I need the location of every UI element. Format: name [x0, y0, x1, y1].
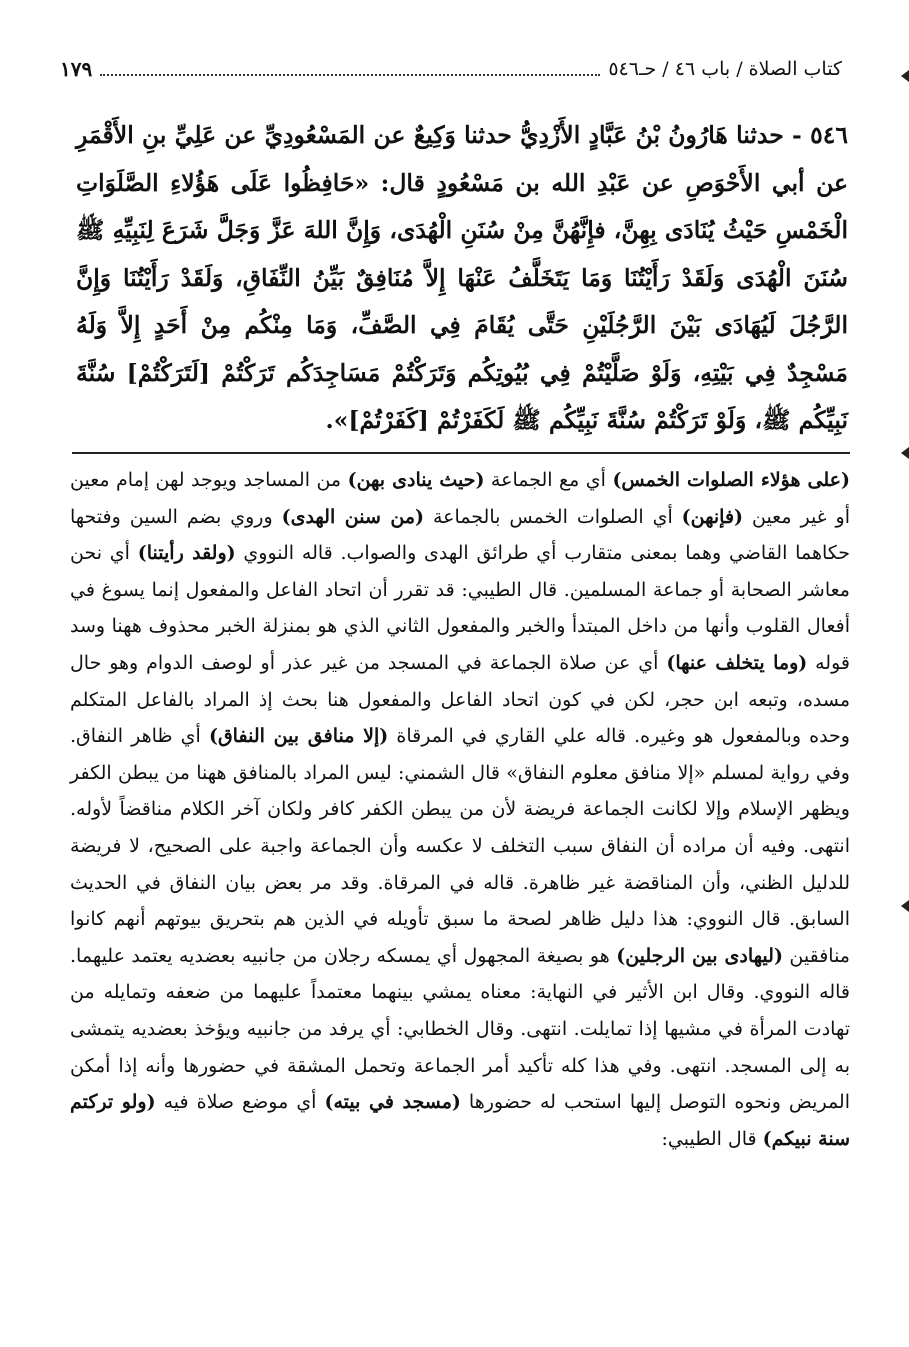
commentary-quote: (ولو تركتم سنة نبيكم)	[70, 1091, 850, 1150]
commentary-segment: قال الطيبي:	[661, 1127, 763, 1150]
hadith-body: - حدثنا هَارُونُ بْنُ عَبَّادٍ الأَزْدِيُّ حدثنا وَكِيعٌ عن المَسْعُودِيِّ عن عَلِيِّ بنِ الأَقْمَرِ عن أبي الأَحْوَصِ عن عَبْدِ الله بن مَسْعُودٍ قال: «حَافِظُوا عَلَى هَؤُلاءِ الصَّلَوَاتِ الْخَمْسِ حَيْثُ يُنَادَى بِهِنَّ، فإِنَّهُنَّ مِنْ سُنَنِ الْهُدَى، وَإِنَّ اللهَ عَزَّ وَجَلَّ شَرَعَ لِنَبِيِّهِ ﷺ سُنَنَ الْهُدَى وَلَقَدْ رَأَيْتُنَا وَمَا يَتَخَلَّفُ عَنْهَا إِلاَّ مُنَافِقٌ بَيِّنُ النِّفَاقِ، وَلَقَدْ رَأَيْتُنَا وَإِنَّ الرَّجُلَ لَيُهَادَى بَيْنَ الرَّجُلَيْنِ حَتَّى يُقَامَ فِي الصَّفِّ، وَمَا مِنْكُم مِنْ أَحَدٍ إِلاَّ وَلَهُ مَسْجِدٌ فِي بَيْتِهِ، وَلَوْ صَلَّيْتُمْ فِي بُيُوتِكُم وَتَرَكْتُمْ مَسَاجِدَكُم تَرَكْتُمْ [لَتَرَكْتُمْ] سُنَّةَ نَبِيِّكُم ﷺ، وَلَوْ تَرَكْتُمْ سُنَّةَ نَبِيِّكُم ﷺ لَكَفَرْتُمْ [كَفَرْتُمْ]».	[76, 121, 848, 434]
commentary-quote: (حيث ينادى بهن)	[347, 469, 485, 491]
header-title: كتاب الصلاة / باب ٤٦ / حـ٥٤٦	[608, 58, 842, 80]
commentary-quote: (ليهادى بين الرجلين)	[616, 944, 783, 967]
commentary-quote: (من سنن الهدى)	[281, 505, 425, 528]
commentary-segment: أي ظاهر النفاق. وفي رواية لمسلم «إلا منافق معلوم النفاق» قال الشمني: ليس المراد بالمنافق ههنا من يبطن الكفر ويظهر الإسلام وإلا لكانت الجماعة فريضة لأن من يبطن الكفر كافر ولكان آخر الكلام مناقضاً لأوله. انتهى. وفيه أن مراده أن النفاق سبب التخلف لا عكسه وأن الجماعة واجبة على الصحيح، لا فريضة للدليل الظني، وأن المناقضة غير ظاهرة. قاله في المرقاة. وقد مر بعض بيان النفاق في الحديث السابق. قال النووي: هذا دليل ظاهر لصحة ما سبق تأويله في الذين هم بتحريق بيوتهم أنهم كانوا منافقين	[70, 725, 850, 967]
commentary-quote: (مسجد في بيته)	[324, 1091, 461, 1114]
commentary-quote: (وما يتخلف عنها)	[666, 651, 808, 674]
margin-marker	[901, 900, 909, 912]
commentary-segment: وروي بضم السين وفتحها حكاهما القاضي وهما بمعنى متقارب أي طرائق الهدى والصواب. قاله النووي	[70, 505, 850, 565]
margin-marker	[901, 70, 909, 82]
commentary-segment: أي مع الجماعة	[484, 469, 613, 491]
commentary-quote: (فإنهن)	[681, 505, 744, 528]
hadith-number: ٥٤٦	[810, 121, 848, 149]
commentary-quote: (إلا منافق بين النفاق)	[208, 725, 389, 748]
header-leader-dots	[100, 74, 600, 76]
commentary-text	[70, 462, 850, 1157]
commentary-segment: أي نحن معاشر الصحابة أو جماعة المسلمين. قال الطيبي: قد تقرر أن اتحاد الفاعل والمفعول إنما يسوغ في أفعال القلوب وأنها من داخل المبتدأ والخبر والمفعول الثاني الذي هو بمنزلة الخبر محذوف ههنا وسد قوله	[70, 542, 850, 674]
commentary-segment: هو بصيغة المجهول أي يمسكه رجلان من جانبيه بعضديه يعتمد عليهما. قاله النووي. وقال ابن الأثير في النهاية: معناه يمشي بينهما معتمداً عليهما من ضعفه وتمايله من تهادت المرأة في مشيها إذا تمايلت. انتهى. وقال الخطابي: أي يرفد من جانبيه ويؤخذ بعضديه يتمشى به إلى المسجد. انتهى. وفي هذا كله تأكيد أمر الجماعة وتحمل المشقة في حضورها وأنه إذا أمكن المريض ونحوه التوصل إليها استحب له حضورها	[70, 944, 850, 1114]
commentary-quote: (ولقد رأيتنا)	[137, 542, 236, 565]
margin-marker	[901, 447, 909, 459]
commentary-segment: أي موضع صلاة فيه	[155, 1091, 325, 1114]
commentary-segment: أي الصلوات الخمس بالجماعة	[424, 505, 682, 528]
commentary-quote: (على هؤلاء الصلوات الخمس)	[612, 469, 850, 491]
hadith-text	[76, 112, 848, 445]
commentary-segment: من المساجد ويوجد لهن إمام معين أو غير معين	[70, 469, 851, 528]
running-header	[60, 52, 842, 86]
page-number: ١٧٩	[60, 57, 93, 81]
commentary-segment: أي عن صلاة الجماعة في المسجد من غير عذر أو لوصف الدوام وهو حال مسده، وتبعه ابن حجر، لكن في كون اتحاد الفاعل والمفعول هنا بحث إذ المراد بالفاعل المتكلم وحده وبالمفعول هو وغيره. قاله علي القاري في المرقاة	[70, 651, 850, 748]
section-divider	[72, 452, 850, 454]
